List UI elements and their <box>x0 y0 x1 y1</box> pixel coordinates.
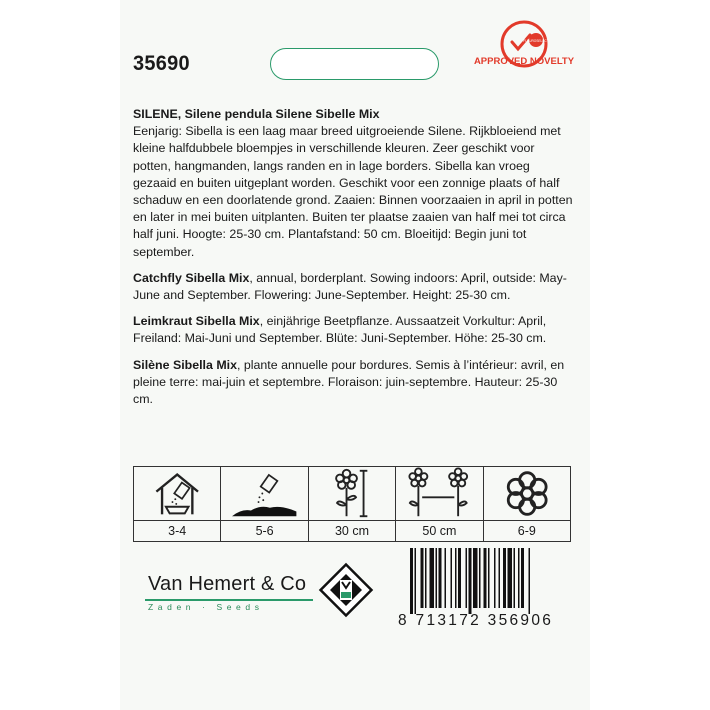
plant-height-label: 30 cm <box>334 524 370 538</box>
barcode-bar <box>439 548 442 608</box>
plant-height-icon <box>309 467 395 520</box>
paragraph-body: , einjährige Beetpflanze. Aussaatzeit Vorkultur: April, Freiland: Mai-Juni und September. Blüte: Juni-September. Höhe: 25-30 cm. <box>133 314 547 346</box>
badge-seal-text: FLEUROSELECT <box>523 39 549 43</box>
icon-cell-plant-height <box>308 466 395 542</box>
paragraph-body: Eenjarig: Sibella is een laag maar breed uitgroeiende Silene. Rijkbloeiend met kleine halfdubbele bloempjes in verschillende kleuren. Zeer geschikt voor potten, hangmanden, langs randen en in lage borders. Sibella kan vroeg gezaaid en buiten uitgeplant worden. Geschikt voor een zonnige plaats of half schaduw en een doorlatende grond. Zaaien: Binnen voorzaaien in april in potten en later in mei buiten uitplanten. Buiten ter plaatse zaaien van half mei tot circa half juni. Hoogte: 25-30 cm. Plantafstand: 50 cm. Bloeitijd: Begin juni tot september. <box>133 124 573 259</box>
flowering-icon <box>484 467 570 520</box>
brand-tagline: Zaden · Seeds <box>148 602 264 612</box>
barcode-bar <box>410 548 413 614</box>
barcode-bar <box>445 548 447 608</box>
paragraph-body: , plante annuelle pour bordures. Semis à l’intérieur: avril, en pleine terre: mai-juin et septembre. Floraison: juin-septembre. Hauteur: 25-30 cm. <box>133 357 565 407</box>
barcode-bar <box>503 548 506 608</box>
indoor-sowing-label: 3-4 <box>168 524 187 538</box>
plant-spacing-icon <box>396 467 482 520</box>
approved-novelty-badge <box>468 20 580 80</box>
barcode-number: 8 713172 356906 <box>398 612 554 629</box>
icon-cell-indoor-sowing <box>133 466 220 542</box>
barcode-bar <box>436 548 438 608</box>
brand-emblem-icon <box>318 562 374 618</box>
barcode-bar <box>473 548 478 608</box>
paragraph-german <box>133 313 573 347</box>
indoor-sowing-icon <box>134 467 220 520</box>
barcode-bar <box>425 548 427 608</box>
barcode-bar <box>451 548 453 608</box>
brand-name: Van Hemert & Co <box>148 573 307 595</box>
barcode-bar <box>494 548 496 608</box>
barcode-bar <box>415 548 417 614</box>
outdoor-sowing-icon <box>221 467 307 520</box>
barcode-bar <box>421 548 424 608</box>
barcode-bar <box>488 548 490 608</box>
barcode-bar <box>458 548 461 608</box>
barcode-bar <box>514 548 516 608</box>
barcode-bar <box>508 548 513 608</box>
barcode-bar <box>466 548 468 608</box>
barcode-bar <box>484 548 487 608</box>
paragraph-english <box>133 270 573 304</box>
paragraph-title: SILENE, Silene pendula Silene Sibelle Mix <box>133 107 380 121</box>
code-box <box>270 48 439 80</box>
paragraph-body: , annual, borderplant. Sowing indoors: April, outside: May-June and September. Flowering: June-September. Height: 25-30 cm. <box>133 270 567 303</box>
badge-label: APPROVED NOVELTY <box>473 56 575 67</box>
barcode-bar <box>430 548 435 608</box>
barcode-bar <box>529 548 531 614</box>
icon-cell-outdoor-sowing <box>220 466 307 542</box>
brand-underline <box>145 599 313 601</box>
barcode-bar <box>455 548 457 608</box>
barcode-bar <box>499 548 501 608</box>
paragraph-dutch <box>133 106 573 261</box>
flowering-label: 6-9 <box>517 524 536 538</box>
barcode-bar <box>479 548 481 608</box>
barcode-bar <box>518 548 520 608</box>
barcode-icon <box>408 548 574 614</box>
barcode-bar <box>521 548 524 608</box>
plant-spacing-label: 50 cm <box>422 524 457 538</box>
icon-cell-plant-spacing <box>395 466 482 542</box>
description <box>133 106 573 417</box>
outdoor-sowing-label: 5-6 <box>255 524 274 538</box>
cultivation-icons <box>133 466 571 542</box>
paragraph-title: Catchfly Sibella Mix <box>133 270 250 285</box>
paragraph-title: Silène Sibella Mix <box>133 357 237 372</box>
paragraph-title: Leimkraut Sibella Mix <box>133 314 260 329</box>
barcode-bar <box>469 548 472 614</box>
paragraph-french <box>133 357 573 409</box>
icon-cell-flowering <box>483 466 571 542</box>
article-number: 35690 <box>133 52 190 75</box>
